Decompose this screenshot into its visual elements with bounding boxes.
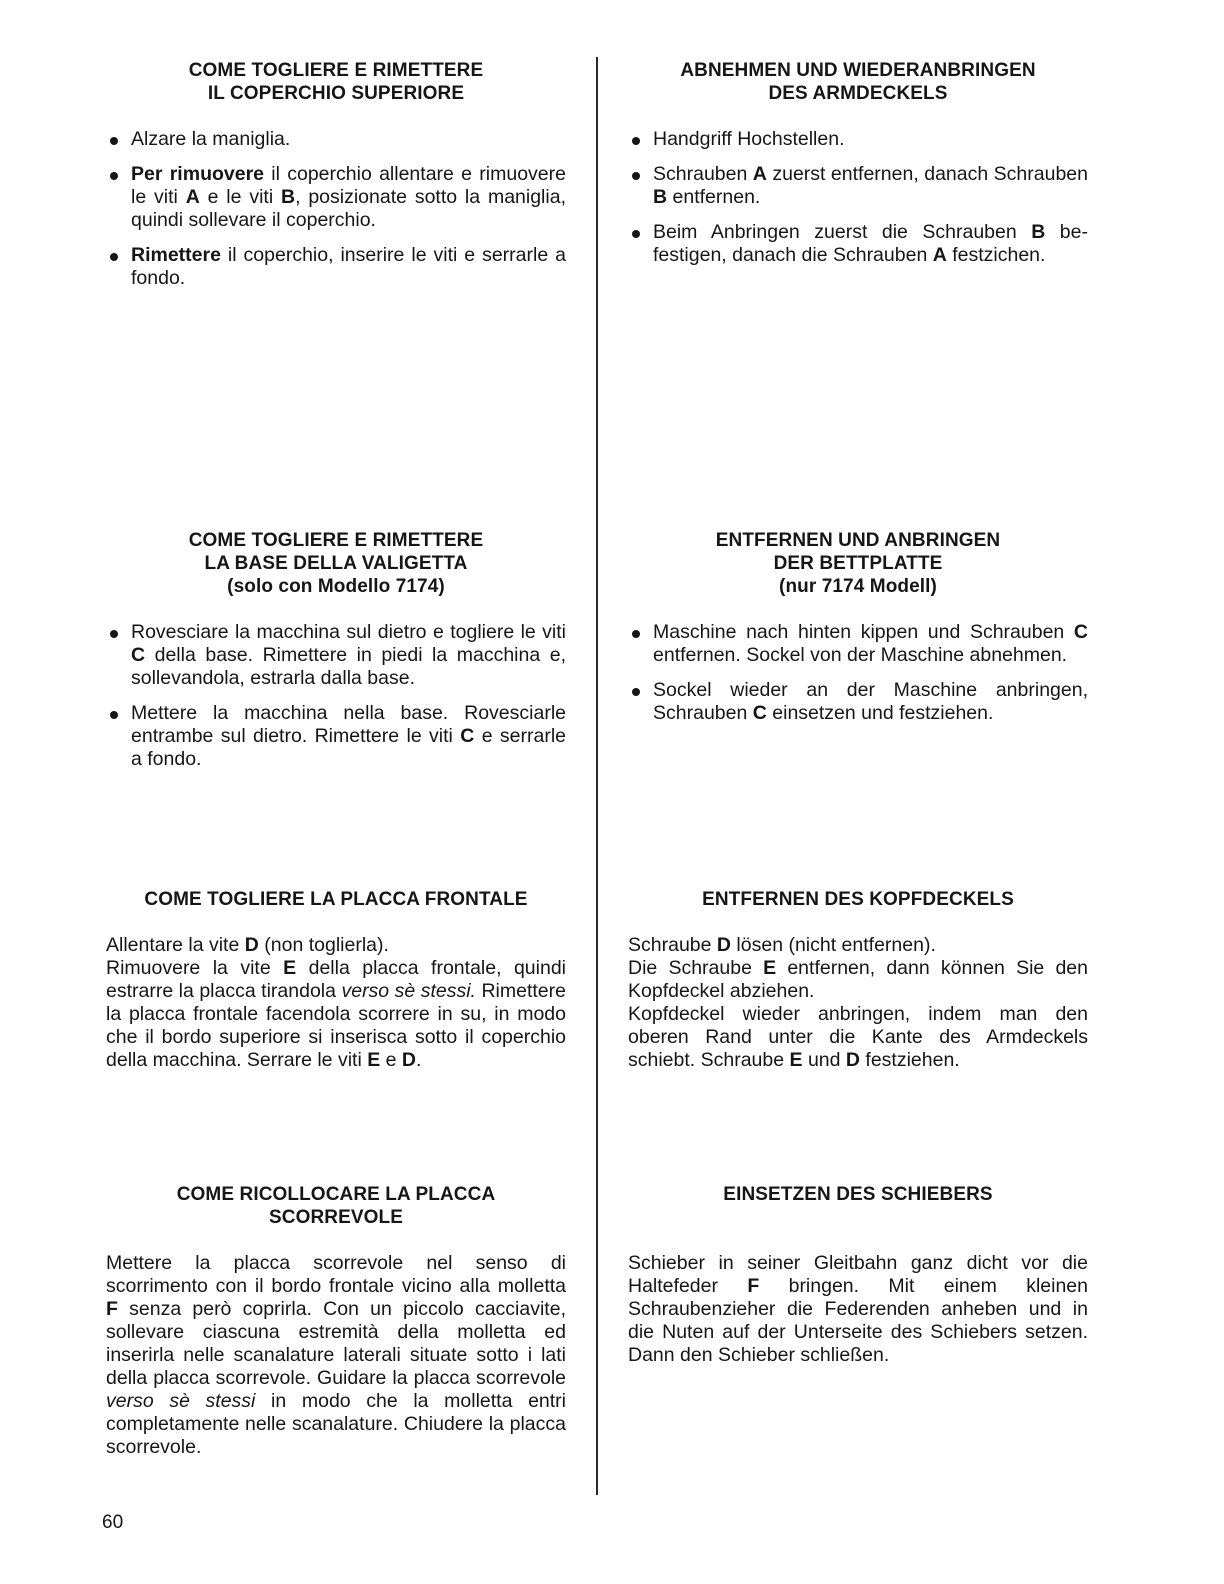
section-heading [628,529,1088,598]
heading-line: DES ARMDECKELS [768,83,948,104]
bullet-list [106,128,566,290]
section-heading [628,59,1088,105]
bullet-list [628,128,1088,267]
section-slide-it [106,1183,566,1459]
page-number: 60 [102,1512,124,1533]
list-item: Per rimuovere il coperchio allentare e rimuovere le viti A e le viti B, posizionate sotto la maniglia, quindi sollevare il coperchio. [106,163,566,232]
heading-line: COME TOGLIERE E RIMETTERE [188,60,484,81]
paragraph: Mettere la placca scorrevole nel senso di scorrimento con il bordo frontale vicino alla molletta F senza però coprirla. Con un piccolo cacciavite, sollevare ciascuna estremità della molletta ed inserirla nelle scanalature laterali situate sotto i lati della placca scorrevole. Guidare la placca scorrevole verso sè stessi in modo che la molletta entri completamente nelle scanalature. Chiudere la placca scorrevole. [106,1252,566,1458]
text-line: Kopfdeckel wieder anbringen, indem man den oberen Rand unter die Kante des Armdeckels schiebt. Schraube E und D festziehen. [628,1003,1088,1071]
section-heading [628,888,1088,911]
heading-line: COME RICOLLOCARE LA PLACCA [176,1184,496,1205]
section-heading [106,529,566,598]
column-divider [596,57,598,1495]
heading-line: EINSETZEN DES SCHIEBERS [723,1184,993,1205]
section-cover-de [628,59,1088,279]
section-faceplate-it [106,888,566,1072]
text-line: Die Schraube E entfernen, dann können Sie den Kopfdeckel abziehen. [628,957,1088,1002]
section-base-de [628,529,1088,737]
list-item: Handgriff Hochstellen. [628,128,1088,151]
section-heading [106,888,566,911]
heading-line: ENTFERNEN UND ANBRINGEN [715,530,1001,551]
section-faceplate-de [628,888,1088,1072]
section-heading [628,1183,1088,1206]
heading-line: LA BASE DELLA VALIGETTA [204,553,468,574]
bullet-list [628,621,1088,725]
heading-line: COME TOGLIERE LA PLACCA FRONTALE [144,889,528,910]
list-item: Maschine nach hinten kippen und Schrauben C entfernen. Sockel von der Maschine abnehmen. [628,621,1088,667]
heading-line: (solo con Modello 7174) [227,576,445,597]
list-item: Schrauben A zuerst entfernen, danach Schrauben B entfernen. [628,163,1088,209]
paragraph [628,934,1088,1072]
text-line: Schraube D lösen (nicht entfernen). [628,934,936,956]
bullet-list [106,621,566,771]
heading-line: (nur 7174 Modell) [779,576,937,597]
list-item: Rimettere il coperchio, inserire le viti e serrarle a fondo. [106,244,566,290]
paragraph: Schieber in seiner Gleitbahn ganz dicht vor die Haltefeder F bringen. Mit einem kleinen Schraubenzieher die Federenden anheben und in die Nuten auf der Unterseite des Schiebers setzen. Dann den Schieber schließen. [628,1252,1089,1366]
list-item: Rovesciare la macchina sul dietro e togliere le viti C della base. Rimettere in piedi la macchina e, sollevandola, estrarla dalla base. [106,621,566,690]
text-line: Rimuovere la vite E della placca frontale, quindi estrarre la placca tirandola verso sè stessi. Rimettere la placca frontale facendola scorrere in su, in modo che il bordo superiore si inserisca sotto il coperchio della macchina. Serrare le viti E e D. [106,957,566,1071]
heading-line: ENTFERNEN DES KOPFDECKELS [702,889,1014,910]
heading-line: COME TOGLIERE E RIMETTERE [188,530,484,551]
section-heading [106,59,566,105]
list-item: Mettere la macchina nella base. Rovesciarle entrambe sul dietro. Rimettere le viti C e serrarle a fondo. [106,702,566,771]
paragraph [106,934,566,1072]
section-cover-it [106,59,566,302]
list-item: Alzare la maniglia. [106,128,566,151]
heading-line: SCORREVOLE [268,1207,404,1228]
heading-line: DER BETTPLATTE [773,553,943,574]
list-item: Sockel wieder an der Maschine anbringen, Schrauben C einsetzen und festziehen. [628,679,1088,725]
section-heading [106,1183,566,1229]
heading-line: ABNEHMEN UND WIEDERANBRINGEN [680,60,1036,81]
text-line: Allentare la vite D (non toglierla). [106,934,389,956]
list-item: Beim Anbringen zuerst die Schrauben B befestigen, danach die Schrauben A festzichen. [628,221,1088,267]
section-slide-de [628,1183,1088,1367]
section-base-it [106,529,566,783]
heading-line: IL COPERCHIO SUPERIORE [207,83,465,104]
